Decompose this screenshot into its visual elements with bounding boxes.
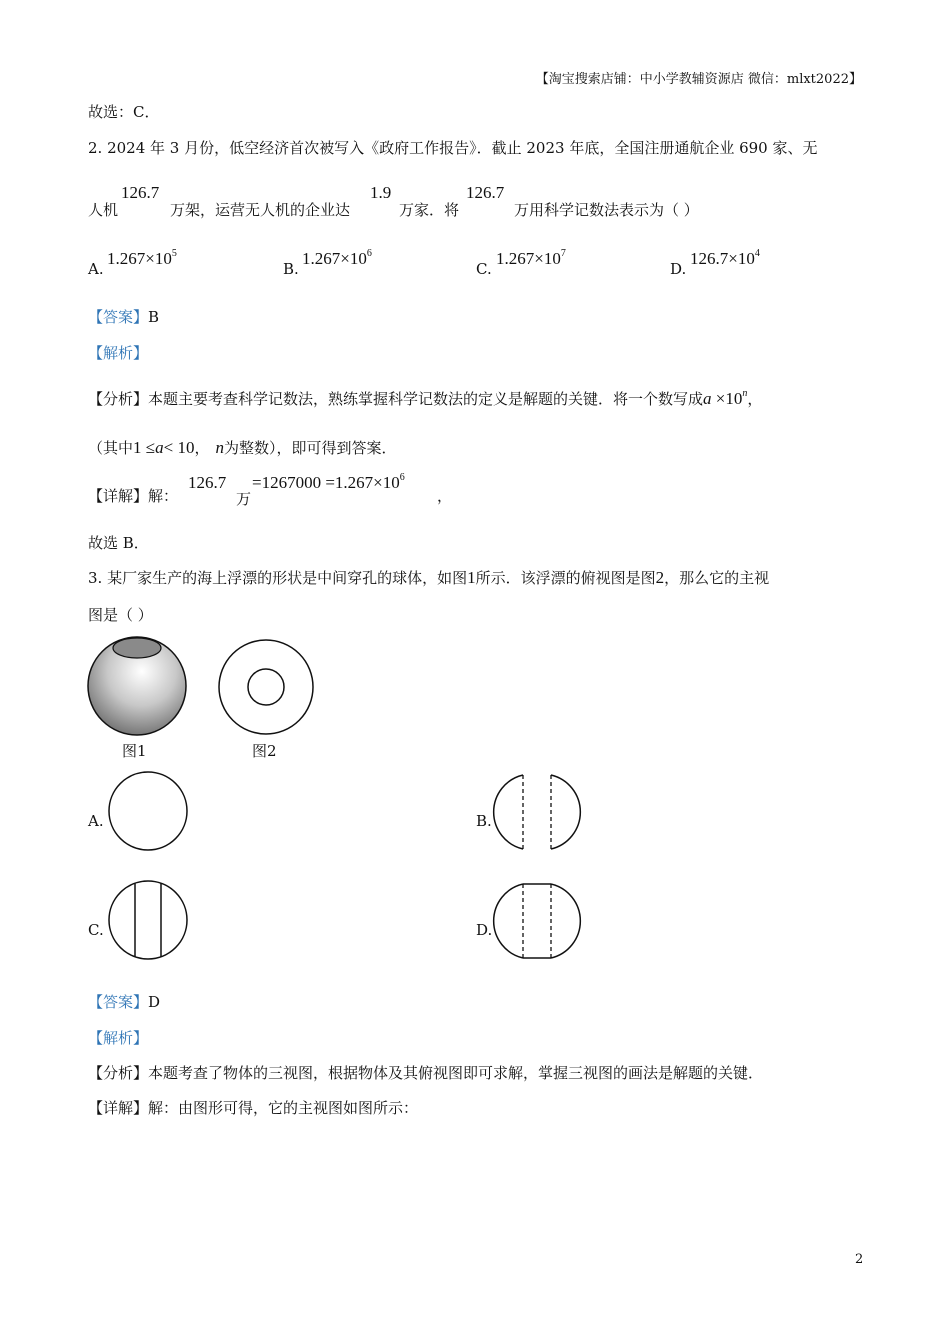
q3-option-a-figure [108,771,188,851]
figure-1-sphere [86,635,188,737]
q3-option-d-figure [497,882,577,960]
q2-number-19: 1.9 [370,183,392,202]
q2-option-d: $126.7\times 10^4$ [690,248,760,268]
q3-option-b-figure [497,773,577,851]
q2-xiangjie-number: 126.7 [188,473,227,492]
q3-analysis-tag: 【解析】 [88,1029,149,1047]
previous-conclusion: 故选：C． [88,103,160,121]
q2-stem-line2-d: 万用科学记数法表示为（ ） [514,201,699,219]
q2-option-b-label: B. [283,260,299,278]
q3-option-c-figure [108,880,188,960]
page-header: 【淘宝搜索店铺：中小学教辅资源店 微信：mlxt2022】 [535,72,862,87]
q3-stem-line2: 图是（ ） [88,606,153,624]
q2-stem-line1: 2. 2024 年 3 月份，低空经济首次被写入《政府工作报告》．截止 2023 年底，全国注册通航企业 690 家、无 [88,139,818,157]
q3-option-d-label: D. [476,921,493,939]
q2-stem-line2-a: 人机 [88,201,119,219]
figure-2-top-view [217,638,315,736]
q2-number-1267-b: 126.7 [466,183,505,202]
q2-option-c: $1.267\times 10^7$ [496,248,566,268]
q2-option-b: $1.267\times 10^6$ [302,248,372,268]
q2-xiangjie-wan: 万 [236,490,252,508]
q2-option-d-label: D. [670,260,687,278]
q3-option-c-label: C. [88,921,104,939]
q2-analysis-tag: 【解析】 [88,344,149,362]
q2-option-c-label: C. [476,260,492,278]
q2-number-1267: 126.7 [121,183,160,202]
q2-option-a: $1.267\times 10^5$ [107,248,177,268]
q2-xiangjie-comma: ， [437,487,453,505]
q2-fenxi-line2: （其中1 ≤a< 10， n为整数），即可得到答案． [88,438,397,457]
q2-option-a-label: A. [88,260,104,278]
q3-xiangjie: 【详解】解：由图形可得，它的主视图如图所示： [88,1099,419,1117]
q2-answer: 【答案】B [88,308,160,326]
q2-xiangjie-equation: $=1267000 =1.267\times 10^6$ [252,472,405,492]
figure-2-caption: 图2 [252,742,277,760]
q3-fenxi: 【分析】本题考查了物体的三视图，根据物体及其俯视图即可求解，掌握三视图的画法是解题的关键． [88,1064,764,1082]
q3-answer: 【答案】D [88,993,161,1011]
q3-option-a-label: A. [88,812,104,830]
q3-option-b-label: B. [476,812,492,830]
q2-fenxi: 【分析】本题主要考查科学记数法，熟练掌握科学记数法的定义是解题的关键．将一个数写成$a \times 10^n$， [88,388,763,408]
q3-stem-line1: 3. 某厂家生产的海上浮漂的形状是中间穿孔的球体，如图1所示．该浮漂的俯视图是图2，那么它的主视 [88,568,770,587]
page-number: 2 [855,1252,864,1267]
q2-xiangjie: 【详解】解： [88,487,179,505]
q2-stem-line2-c: 万家．将 [399,201,460,219]
figure-1-caption: 图1 [122,742,147,760]
q2-stem-line2-b: 万架，运营无人机的企业达 [170,201,351,219]
q2-conclusion: 故选 B． [88,534,149,552]
